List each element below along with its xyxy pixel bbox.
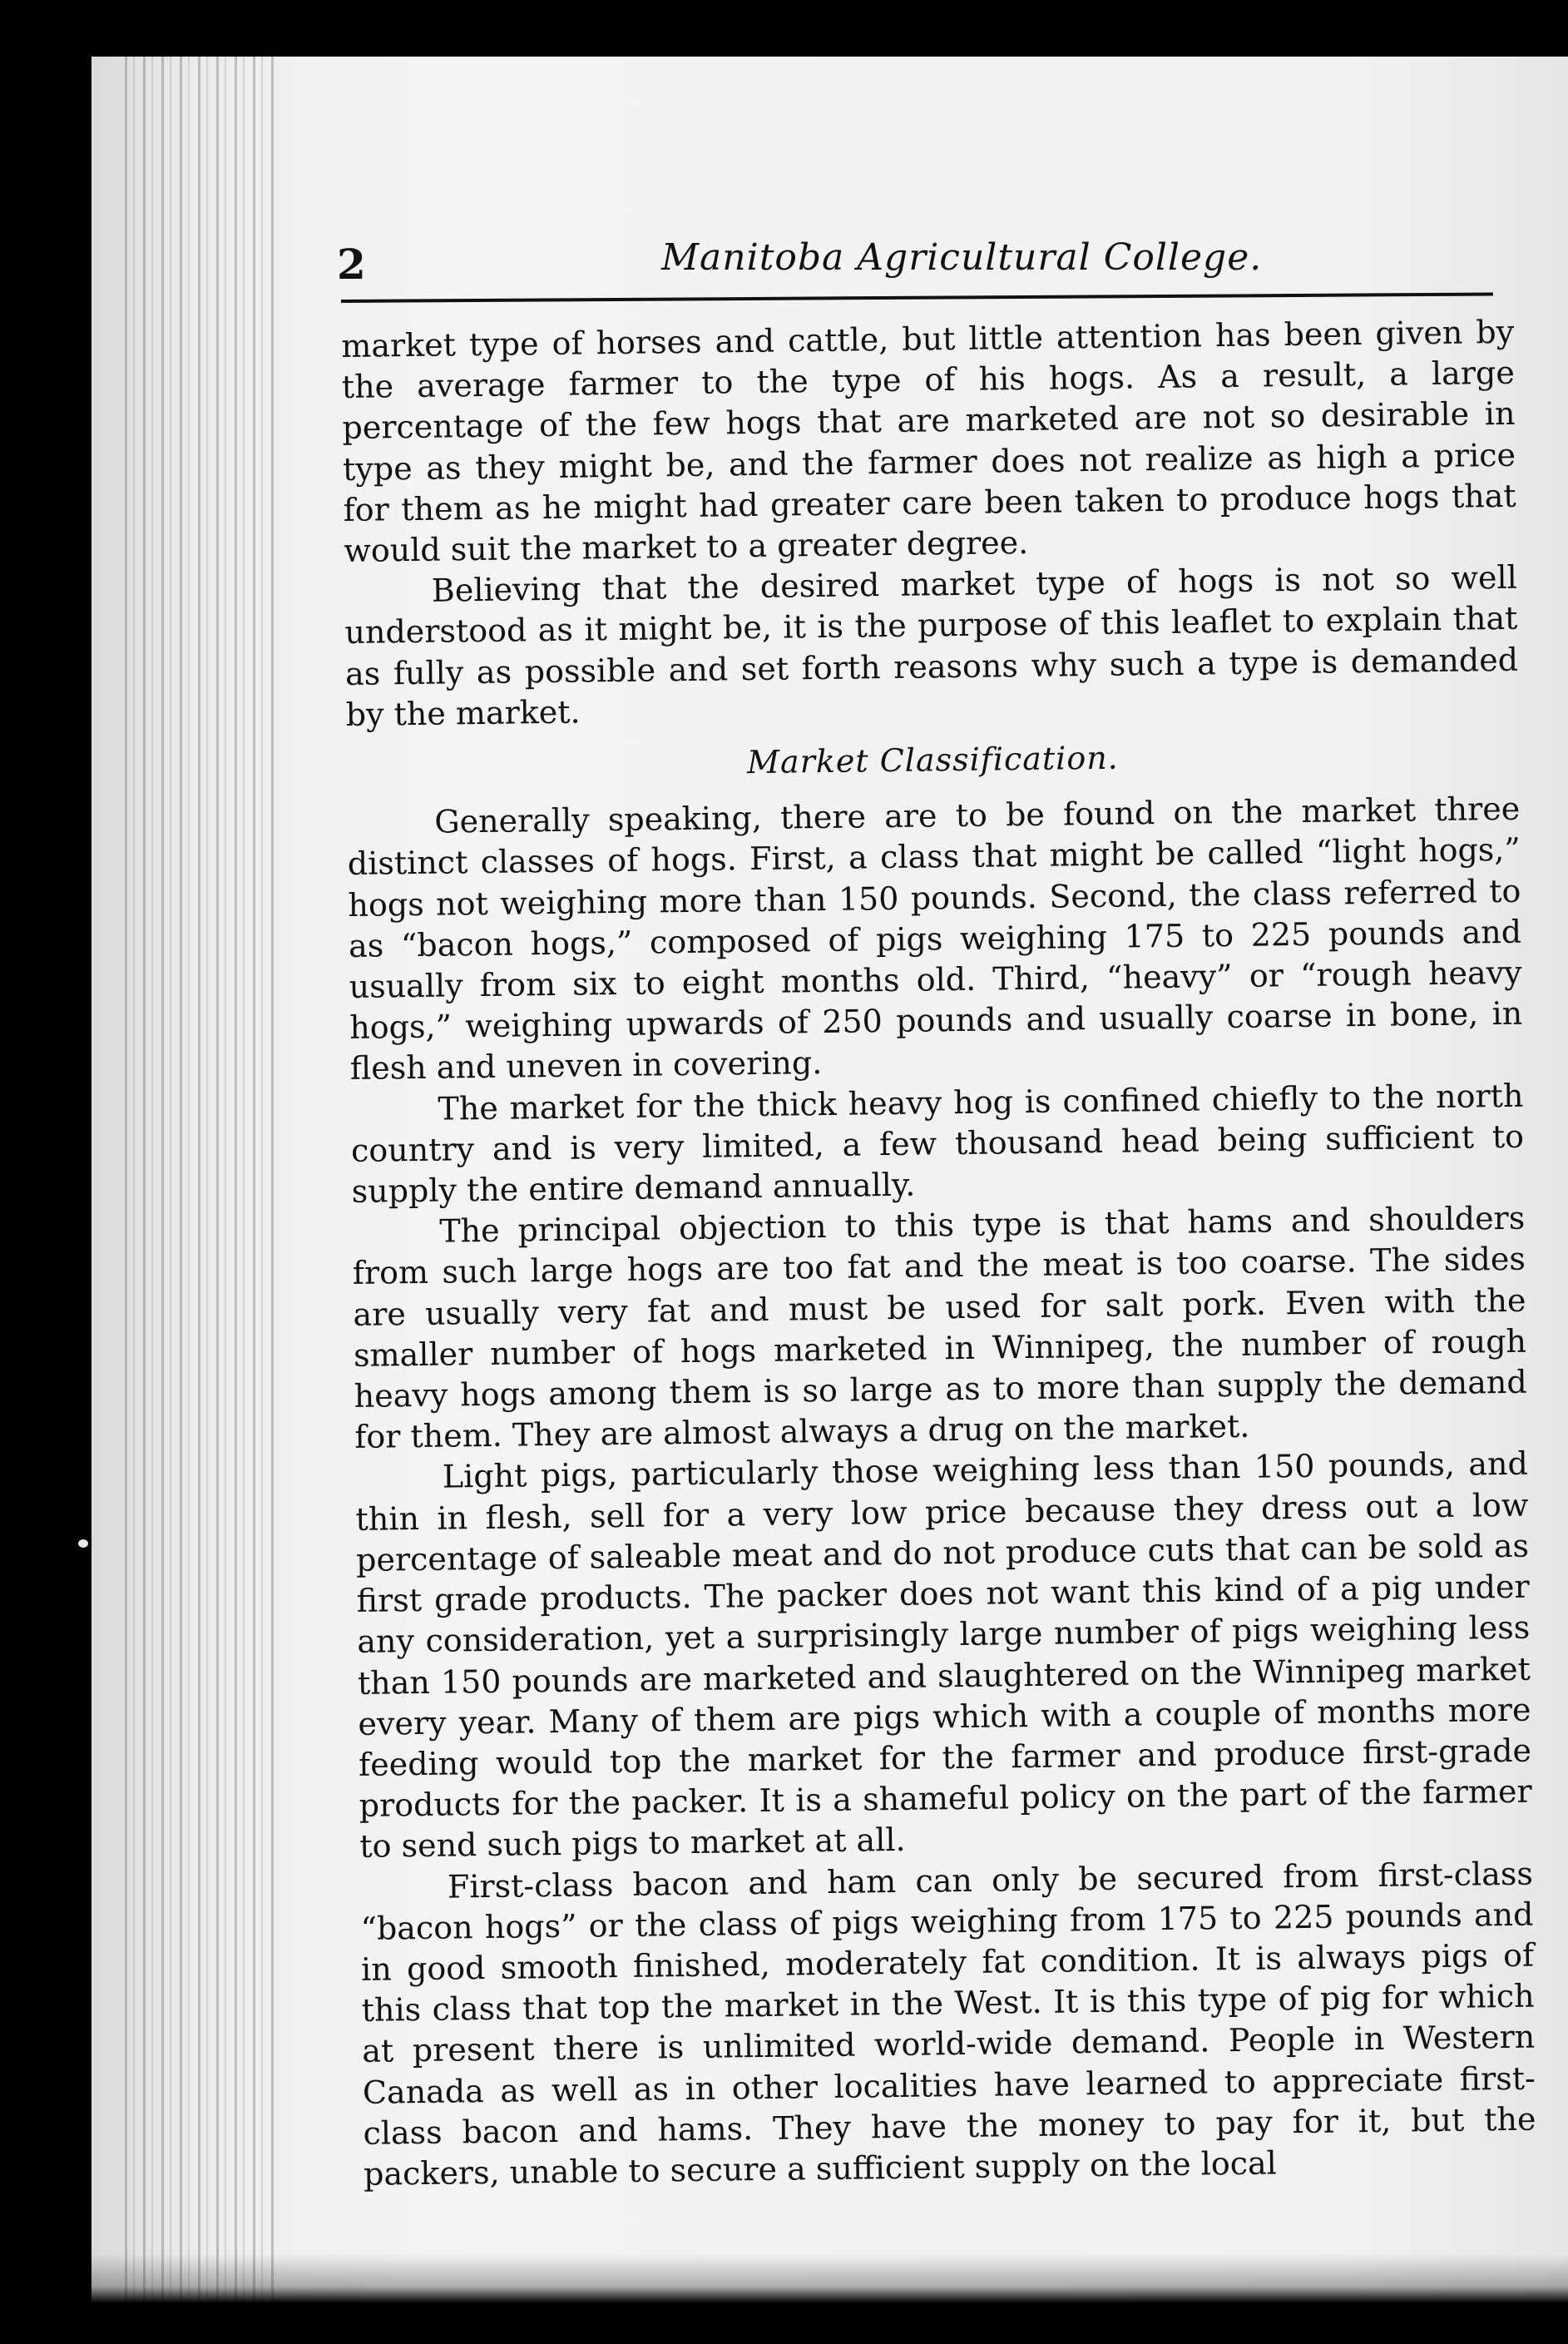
running-header [337, 231, 1493, 290]
section-heading: Market Classification. [746, 739, 1120, 781]
scan-speck [78, 1539, 88, 1548]
paragraph-5: The principal objection to this type is that hams and shoulders from such large hogs are too fat and the meat is too coarse. The sides are usually very fat and must be used for salt pork. Even with the smaller number of hogs marketed in Winnipeg, the number of rough heavy hogs among them is so large as to more than supply the demand for them. They are almost always a drug on the market. [352, 1199, 1527, 1456]
paragraph-7: First-class bacon and ham can only be secured from first-class “bacon hogs” or the class of pigs weighing from 175 to 225 pounds and in good smooth finished, moderately fat condition. It is always pigs of this class that top the market in the West. It is this type of pig for which at present there is unlimited world-wide demand. People in Western Canada as well as in other localities have learned to appreciate first-class bacon and hams. They have the money to pay for it, but the packers, unable to secure a sufficient supply on the local [360, 1855, 1536, 2193]
paragraph-6: Light pigs, particularly those weighing less than 150 pounds, and thin in flesh, sell for a very low price because they dress out a low percentage of saleable meat and do not produce cuts that can be sold as first grade products. The packer does not want this kind of a pig under any consideration, yet a surprisingly large number of pigs weighing less than 150 pounds are marketed and slaughtered on the Winnipeg market every year. Many of them are pigs which with a couple of months more feeding would top the market for the farmer and produce first-grade products for the packer. It is a shameful policy on the part of the farmer to send such pigs to market at all. [355, 1445, 1532, 1866]
paragraph-3: Generally speaking, there are to be found on the market three distinct classes of hogs. First, a class that might be called “light hogs,” hogs not weighing more than 150 pounds. Second, the class referred to as “bacon hogs,” composed of pigs weighing 175 to 225 pounds and usually from six to eight months old. Third, “heavy” or “rough heavy hogs,” weighing upwards of 250 pounds and usually coarse in bone, in flesh and uneven in covering. [347, 790, 1523, 1088]
body-text [341, 312, 1536, 2195]
paragraph-4: The market for the thick heavy hog is confined chiefly to the north country and is very limited, a few thousand head being sufficient to supply the entire demand annually. [350, 1077, 1525, 1210]
page-bottom-edge [92, 2253, 1568, 2303]
binding-gutter [125, 57, 275, 2303]
paragraph-2: Believing that the desired market type of hogs is not so well understood as it might be, it is the purpose of this leaflet to explain that as fully as possible and set forth reasons why such a type is demanded by the market. [344, 558, 1519, 733]
running-title: Manitoba Agricultural College. [661, 236, 1263, 279]
paragraph-1: market type of horses and cattle, but little attention has been given by the average farmer to the type of his hogs. As a result, a large percentage of the few hogs that are marketed are not so desirable in type as they might be, and the farmer does not realize as high a price for them as he might had greater care been taken to produce hogs that would suit the market to a greater degree. [341, 313, 1516, 569]
page-number: 2 [337, 240, 366, 289]
